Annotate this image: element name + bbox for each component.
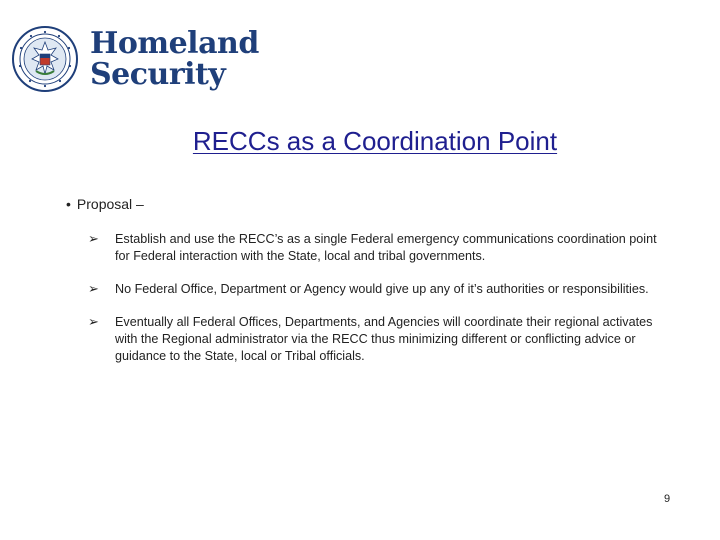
arrow-bullet-icon: ➢ [88,282,99,297]
proposal-bullet [66,196,144,212]
proposal-label: Proposal – [76,196,144,212]
arrow-bullet-icon: ➢ [88,315,99,330]
slide-title: RECCs as a Coordination Point [192,126,558,156]
arrow-bullet-icon: ➢ [88,232,99,247]
list-item-text: Eventually all Federal Offices, Departments, and Agencies will coordinate their regional activates with the Regional administrator via the RECC thus minimizing different or conflicting advice or guidance to the State, local or Tribal officials. [115,315,653,363]
dhs-logo [12,26,259,92]
bullet-dot-icon: • [66,196,71,212]
proposal-items [88,231,668,381]
dhs-seal-icon [12,26,78,92]
list-item-text: Establish and use the RECC’s as a single Federal emergency communications coordination point for Federal interaction with the State, local and tribal governments. [115,232,657,263]
list-item-text: No Federal Office, Department or Agency would give up any of it’s authorities or responsibilities. [115,282,649,296]
agency-wordmark [90,28,259,90]
list-item [88,281,668,298]
page-number: 9 [664,493,671,505]
list-item [88,231,668,265]
wordmark-line-2: Security [90,57,226,92]
wordmark-line-1: Homeland [90,26,259,61]
list-item [88,314,668,365]
